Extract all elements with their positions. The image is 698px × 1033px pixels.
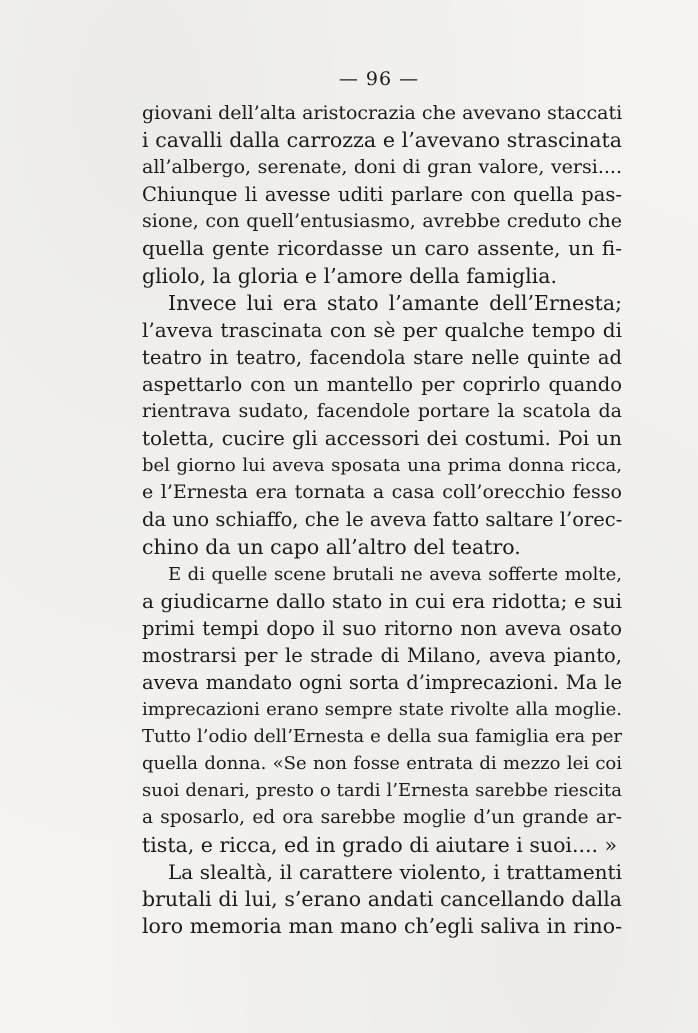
text-line: aveva mandato ogni sorta d’imprecazioni. Ma le (142, 670, 622, 694)
text-line: tista, e ricca, ed in grado di aiutare i suoi.... » (142, 832, 618, 857)
text-line: rientrava sudato, facendole portare la scatola da (142, 400, 622, 423)
text-line: toletta, cucire gli accessori dei costumi. Poi un (142, 426, 622, 451)
text-line: Tutto l’odio dell’Ernesta e della sua famiglia era per (142, 726, 622, 748)
text-line: imprecazioni erano sempre state rivolte alla moglie. (142, 699, 622, 721)
text-line: a sposarlo, ed ora sarebbe moglie d’un grande ar- (142, 807, 622, 829)
body-text (142, 100, 622, 940)
text-line: sione, con quell’entusiasmo, avrebbe creduto che (142, 210, 622, 233)
text-line: teatro in teatro, facendola stare nelle quinte ad (142, 345, 622, 369)
text-line: quella donna. «Se non fosse entrata di mezzo lei coi (142, 753, 622, 775)
text-line: bel giorno lui aveva sposata una prima donna ricca, (142, 455, 622, 477)
text-line: giovani dell’alta aristocrazia che avevano staccati (142, 102, 623, 124)
text-line: gliolo, la gloria e l’amore della famiglia. (142, 263, 557, 288)
text-line: E di quelle scene brutali ne aveva sofferte molte, (168, 563, 622, 585)
text-line: e l’Ernesta era tornata a casa coll’orecchio fesso (142, 481, 622, 504)
text-line: all’albergo, serenate, doni di gran valore, versi.... (142, 156, 622, 179)
text-line: quella gente ricordasse un caro assente, un fi- (142, 236, 622, 261)
text-line: i cavalli dalla carrozza e l’avevano strascinata (142, 128, 622, 153)
text-line: brutali di lui, s’erano andati cancellando dalla (142, 886, 622, 911)
text-line: mostrarsi per le strade di Milano, aveva pianto, (142, 643, 622, 667)
text-line: Chiunque li avesse uditi parlare con quella pas- (142, 183, 622, 207)
text-line: suoi denari, presto o tardi l’Ernesta sarebbe riescita (142, 780, 622, 802)
text-line: da uno schiaffo, che le aveva fatto saltare l’orec- (142, 508, 623, 532)
text-line: La slealtà, il carattere violento, i trattamenti (168, 859, 622, 884)
text-line: aspettarlo con un mantello per coprirlo quando (142, 372, 622, 396)
text-line: primi tempi dopo il suo ritorno non aveva osato (142, 616, 622, 640)
text-line: a giudicarne dallo stato in cui era ridotta; e sui (142, 588, 622, 613)
text-line: Invece lui era stato l’amante dell’Ernesta; (168, 290, 622, 315)
text-line: loro memoria man mano ch’egli saliva in rino- (142, 913, 622, 938)
text-line: l’aveva trascinata con sè per qualche tempo di (142, 317, 622, 342)
text-line: chino da un capo all’altro del teatro. (142, 534, 521, 559)
page-number: — 96 — (338, 68, 420, 90)
